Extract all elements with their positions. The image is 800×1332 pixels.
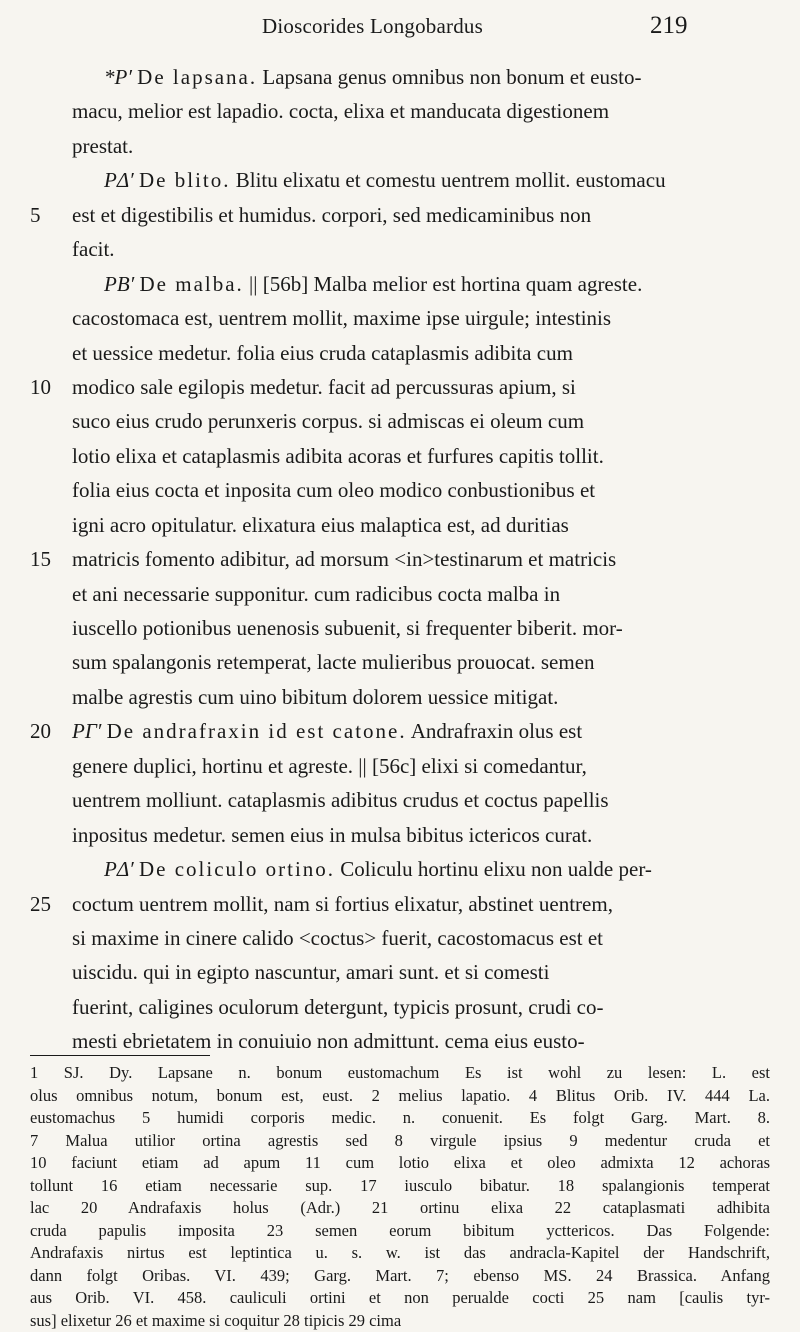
line-text: [72, 129, 133, 163]
text-segment: genere duplici, hortinu et agreste. || [56c] elixi si comedantur,: [72, 754, 587, 778]
text-line: [0, 783, 800, 817]
line-text: [72, 404, 584, 438]
text-line: [0, 301, 800, 335]
running-head: [0, 8, 800, 48]
text-line: [0, 680, 800, 714]
text-line: [0, 921, 800, 955]
text-segment: || [56b] Malba melior est hortina quam agreste.: [244, 272, 643, 296]
footnote-line: dann folgt Oribas. VI. 439; Garg. Mart. 7; ebenso MS. 24 Brassica. Anfang: [30, 1265, 770, 1288]
line-text: [104, 852, 652, 886]
line-text: [72, 370, 576, 404]
chapter-siglum: *P′: [104, 65, 137, 89]
line-text: [72, 680, 558, 714]
line-number: 5: [30, 198, 70, 232]
chapter-heading: De lapsana.: [137, 65, 257, 89]
footnote-line: olus omnibus notum, bonum est, eust. 2 melius lapatio. 4 Blitus Orib. IV. 444 La.: [30, 1085, 770, 1108]
chapter-heading: De malba.: [140, 272, 244, 296]
text-segment: modico sale egilopis medetur. facit ad percussuras apium, si: [72, 375, 576, 399]
text-segment: Blitu elixatu et comestu uentrem mollit. eustomacu: [231, 168, 666, 192]
line-text: [104, 163, 666, 197]
text-segment: et uessice medetur. folia eius cruda cataplasmis adibita cum: [72, 341, 573, 365]
chapter-heading: De andrafraxin id est catone.: [107, 719, 407, 743]
text-segment: sum spalangonis retemperat, lacte mulieribus prouocat. semen: [72, 650, 595, 674]
text-line: [0, 198, 800, 232]
line-text: [104, 60, 642, 94]
chapter-siglum: PΔ′: [104, 857, 139, 881]
text-line: [0, 611, 800, 645]
page-number: 219: [650, 12, 688, 40]
line-number: 15: [30, 542, 70, 576]
text-segment: Lapsana genus omnibus non bonum et eusto-: [257, 65, 641, 89]
text-line: [0, 267, 800, 301]
line-number: 25: [30, 887, 70, 921]
text-segment: malbe agrestis cum uino bibitum dolorem uessice mitigat.: [72, 685, 558, 709]
footnote-line: 7 Malua utilior ortina agrestis sed 8 virgule ipsius 9 medentur cruda et: [30, 1130, 770, 1153]
text-segment: igni acro opitulatur. elixatura eius malaptica est, ad duritias: [72, 513, 569, 537]
text-segment: mesti ebrietatem in conuiuio non admittunt. cema eius eusto-: [72, 1029, 585, 1053]
text-line: [0, 990, 800, 1024]
text-segment: macu, melior est lapadio. cocta, elixa et manducata digestionem: [72, 99, 609, 123]
line-text: [72, 611, 623, 645]
text-segment: prestat.: [72, 134, 133, 158]
line-text: [72, 990, 603, 1024]
text-segment: uentrem molliunt. cataplasmis adibitus crudus et coctus papellis: [72, 788, 609, 812]
line-text: [72, 921, 603, 955]
text-line: [0, 370, 800, 404]
text-line: [0, 163, 800, 197]
line-text: [72, 301, 611, 335]
text-segment: inpositus medetur. semen eius in mulsa bibitus ictericos curat.: [72, 823, 592, 847]
main-text: [0, 60, 800, 1059]
text-segment: matricis fomento adibitur, ad morsum <in>testinarum et matricis: [72, 547, 616, 571]
footnote-line: 1 SJ. Dy. Lapsane n. bonum eustomachum Es ist wohl zu lesen: L. est: [30, 1062, 770, 1085]
text-line: [0, 955, 800, 989]
text-line: [0, 714, 800, 748]
text-segment: Coliculu hortinu elixu non ualde per-: [335, 857, 652, 881]
chapter-heading: De blito.: [139, 168, 231, 192]
text-segment: et ani necessarie supponitur. cum radicibus cocta malba in: [72, 582, 560, 606]
text-line: [0, 542, 800, 576]
line-text: [72, 94, 609, 128]
text-segment: coctum uentrem mollit, nam si fortius elixatur, abstinet uentrem,: [72, 892, 613, 916]
footnote-line: eustomachus 5 humidi corporis medic. n. conuenit. Es folgt Garg. Mart. 8.: [30, 1107, 770, 1130]
text-line: [0, 852, 800, 886]
text-line: [0, 439, 800, 473]
text-line: [0, 818, 800, 852]
text-segment: Andrafraxin olus est: [407, 719, 583, 743]
footnote-line: tollunt 16 etiam necessarie sup. 17 iusculo bibatur. 18 spalangionis temperat: [30, 1175, 770, 1198]
line-text: [72, 577, 560, 611]
footnote-rule: [30, 1055, 210, 1056]
text-segment: uiscidu. qui in egipto nascuntur, amari sunt. et si comesti: [72, 960, 549, 984]
text-segment: lotio elixa et cataplasmis adibita acoras et furfures capitis tollit.: [72, 444, 604, 468]
line-text: [72, 818, 592, 852]
text-segment: iuscello potionibus uenenosis subuenit, si frequenter biberit. mor-: [72, 616, 623, 640]
text-line: [0, 129, 800, 163]
text-segment: fuerint, caligines oculorum detergunt, typicis prosunt, crudi co-: [72, 995, 603, 1019]
text-segment: suco eius crudo perunxeris corpus. si admiscas ei oleum cum: [72, 409, 584, 433]
line-number: 20: [30, 714, 70, 748]
line-text: [72, 198, 591, 232]
line-text: [72, 783, 609, 817]
line-text: [72, 749, 587, 783]
text-line: [0, 1024, 800, 1058]
critical-apparatus: [30, 1062, 770, 1332]
text-line: [0, 577, 800, 611]
line-text: [72, 542, 616, 576]
chapter-heading: De coliculo ortino.: [139, 857, 335, 881]
line-text: [72, 1024, 585, 1058]
footnote-line: Andrafaxis nirtus est leptintica u. s. w. ist das andracla-Kapitel der Handschrift,: [30, 1242, 770, 1265]
line-text: [72, 714, 582, 748]
footnote-line: cruda papulis imposita 23 semen eorum bibitum ycttericos. Das Folgende:: [30, 1220, 770, 1243]
line-text: [72, 232, 115, 266]
text-line: [0, 473, 800, 507]
text-segment: cacostomaca est, uentrem mollit, maxime ipse uirgule; intestinis: [72, 306, 611, 330]
line-text: [72, 336, 573, 370]
chapter-siglum: PB′: [104, 272, 140, 296]
chapter-siglum: PΓ′: [72, 719, 107, 743]
text-line: [0, 60, 800, 94]
footnote-line: 10 faciunt etiam ad apum 11 cum lotio elixa et oleo admixta 12 achoras: [30, 1152, 770, 1175]
text-segment: folia eius cocta et inposita cum oleo modico conbustionibus et: [72, 478, 595, 502]
text-line: [0, 508, 800, 542]
line-text: [72, 508, 569, 542]
line-text: [72, 473, 595, 507]
text-line: [0, 94, 800, 128]
line-number: 10: [30, 370, 70, 404]
line-text: [104, 267, 642, 301]
footnote-line: sus] elixetur 26 et maxime si coquitur 28 tipicis 29 cima: [30, 1310, 770, 1332]
footnote-line: lac 20 Andrafaxis holus (Adr.) 21 ortinu elixa 22 cataplasmati adhibita: [30, 1197, 770, 1220]
text-line: [0, 749, 800, 783]
line-text: [72, 887, 613, 921]
running-title: Dioscorides Longobardus: [262, 14, 483, 39]
footnote-line: aus Orib. VI. 458. cauliculi ortini et non perualde cocti 25 nam [caulis tyr-: [30, 1287, 770, 1310]
text-line: [0, 404, 800, 438]
text-line: [0, 336, 800, 370]
line-text: [72, 955, 549, 989]
line-text: [72, 645, 595, 679]
chapter-siglum: PΔ′: [104, 168, 139, 192]
text-line: [0, 887, 800, 921]
text-segment: si maxime in cinere calido <coctus> fuerit, cacostomacus est et: [72, 926, 603, 950]
text-line: [0, 645, 800, 679]
line-text: [72, 439, 604, 473]
text-segment: facit.: [72, 237, 115, 261]
text-segment: est et digestibilis et humidus. corpori, sed medicaminibus non: [72, 203, 591, 227]
text-line: [0, 232, 800, 266]
